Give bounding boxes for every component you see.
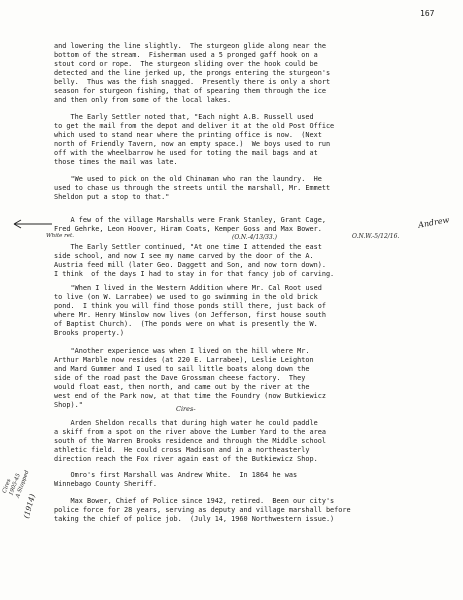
text-line: and then only from some of the local lakes. [54, 96, 232, 104]
text-line: detected and the line jerked up, the prongs entering the sturgeon's [54, 69, 331, 77]
text-line: Austria feed mill (later Geo. Daggett and Son, and now torn down). [54, 261, 326, 269]
text-line: taking the chief of police job. (July 14, 1960 Northwestern issue.) [54, 515, 335, 523]
text-line: side of the road past the Dave Grossman cheese factory. They [54, 374, 306, 382]
text-line: those times the mail was late. [54, 158, 178, 166]
annotation-margin-note: Cires 1905-45 A Stopped [1, 469, 31, 499]
annotation-obit-b: O.N.W.-5/12/16. [352, 233, 400, 240]
text-line: police force for 28 years, serving as deputy and village marshall before [54, 506, 351, 514]
text-line: to get the mail from the depot and deliver it at the old Post Office [54, 122, 335, 130]
annotation-andrew: Andrew [417, 215, 451, 230]
text-line: stout cord or rope. The sturgeon sliding over the hook could be [54, 60, 318, 68]
text-line: pond. I think you will find those ponds still there, just back of [54, 302, 326, 310]
text-line: Fred Gehrke, Leon Hoover, Hiram Coats, Kemper Goss and Max Bower. [54, 225, 322, 233]
text-line: "We used to pick on the old Chinaman who ran the laundry. He [54, 175, 322, 183]
text-line: to live (on W. Larrabee) we used to go swimming in the old brick [54, 293, 318, 301]
text-line: belly. Thus was the fish snagged. Presently there is only a short [54, 78, 331, 86]
text-line: a skiff from a spot on the river above the Lumber Yard to the area [54, 428, 326, 436]
annotation-cires: Cires- [176, 405, 196, 413]
text-line: where Mr. Henry Winslow now lives (on Jefferson, first house south [54, 311, 326, 319]
text-line: Max Bower, Chief of Police since 1942, retired. Been our city's [54, 497, 335, 505]
text-line: which used to stand near where the printing office is now. (Next [54, 131, 322, 139]
text-line: side school, and now I see my name carved by the door of the A. [54, 252, 314, 260]
text-line: Sheldon put a stop to that." [54, 193, 170, 201]
text-line: off with the wheelbarrow he used for toting the mail bags and at [54, 149, 318, 157]
text-line: west end of the Park now, at that time the Foundry (now Butkiewicz [54, 392, 326, 400]
text-line: used to chase us through the streets until the marshall, Mr. Emmett [54, 184, 331, 192]
text-line: The Early Settler noted that, "Each night A.B. Russell used [54, 113, 314, 121]
page-number: 167 [420, 9, 435, 18]
text-line: I think of the days I had to stay in for that fancy job of carving. [54, 270, 335, 278]
text-line: Shop)." [54, 401, 83, 409]
text-line: The Early Settler continued, "At one time I attended the east [54, 243, 322, 251]
text-line: of Baptist Church). (The ponds were on what is presently the W. [54, 320, 318, 328]
text-line: Brooks property.) [54, 329, 125, 337]
text-line: Arden Sheldon recalls that during high water he could paddle [54, 419, 318, 427]
text-line: Omro's first Marshall was Andrew White. In 1864 he was [54, 471, 298, 479]
text-line: A few of the village Marshalls were Frank Stanley, Grant Cage, [54, 216, 326, 224]
text-line: north of Friendly Tavern, now an empty space.) We boys used to run [54, 140, 331, 148]
text-line: and lowering the line slightly. The sturgeon glide along near the [54, 42, 326, 50]
text-line: athletic field. He could cross Madison and in a northeasterly [54, 446, 310, 454]
text-line: Winnebago County Sheriff. [54, 480, 158, 488]
annotation-obit-a: (O.N.-4/13/33.) [232, 234, 277, 241]
text-line: "When I lived in the Western Addition where Mr. Cal Root used [54, 284, 322, 292]
text-line: south of the Warren Brooks residence and through the Middle school [54, 437, 326, 445]
margin-arrow-icon [8, 218, 54, 232]
text-line: "Another experience was when I lived on the hill where Mr. [54, 347, 310, 355]
annotation-year: (1914) [21, 492, 37, 520]
text-line: and Mard Gummer and I used to sail little boats along down the [54, 365, 310, 373]
text-line: Arthur Marble now resides (at 220 E. Larrabee), Leslie Leighton [54, 356, 314, 364]
text-line: season for sturgeon fishing, that of spearing them through the ice [54, 87, 326, 95]
text-line: direction reach the Fox river again east of the Butkiewicz Shop. [54, 455, 318, 463]
text-line: would float east, then north, and came out by the river at the [54, 383, 310, 391]
text-line: bottom of the stream. Fisherman used a 5 pronged gaff hook on a [54, 51, 318, 59]
annotation-white: White ret. [46, 233, 75, 239]
